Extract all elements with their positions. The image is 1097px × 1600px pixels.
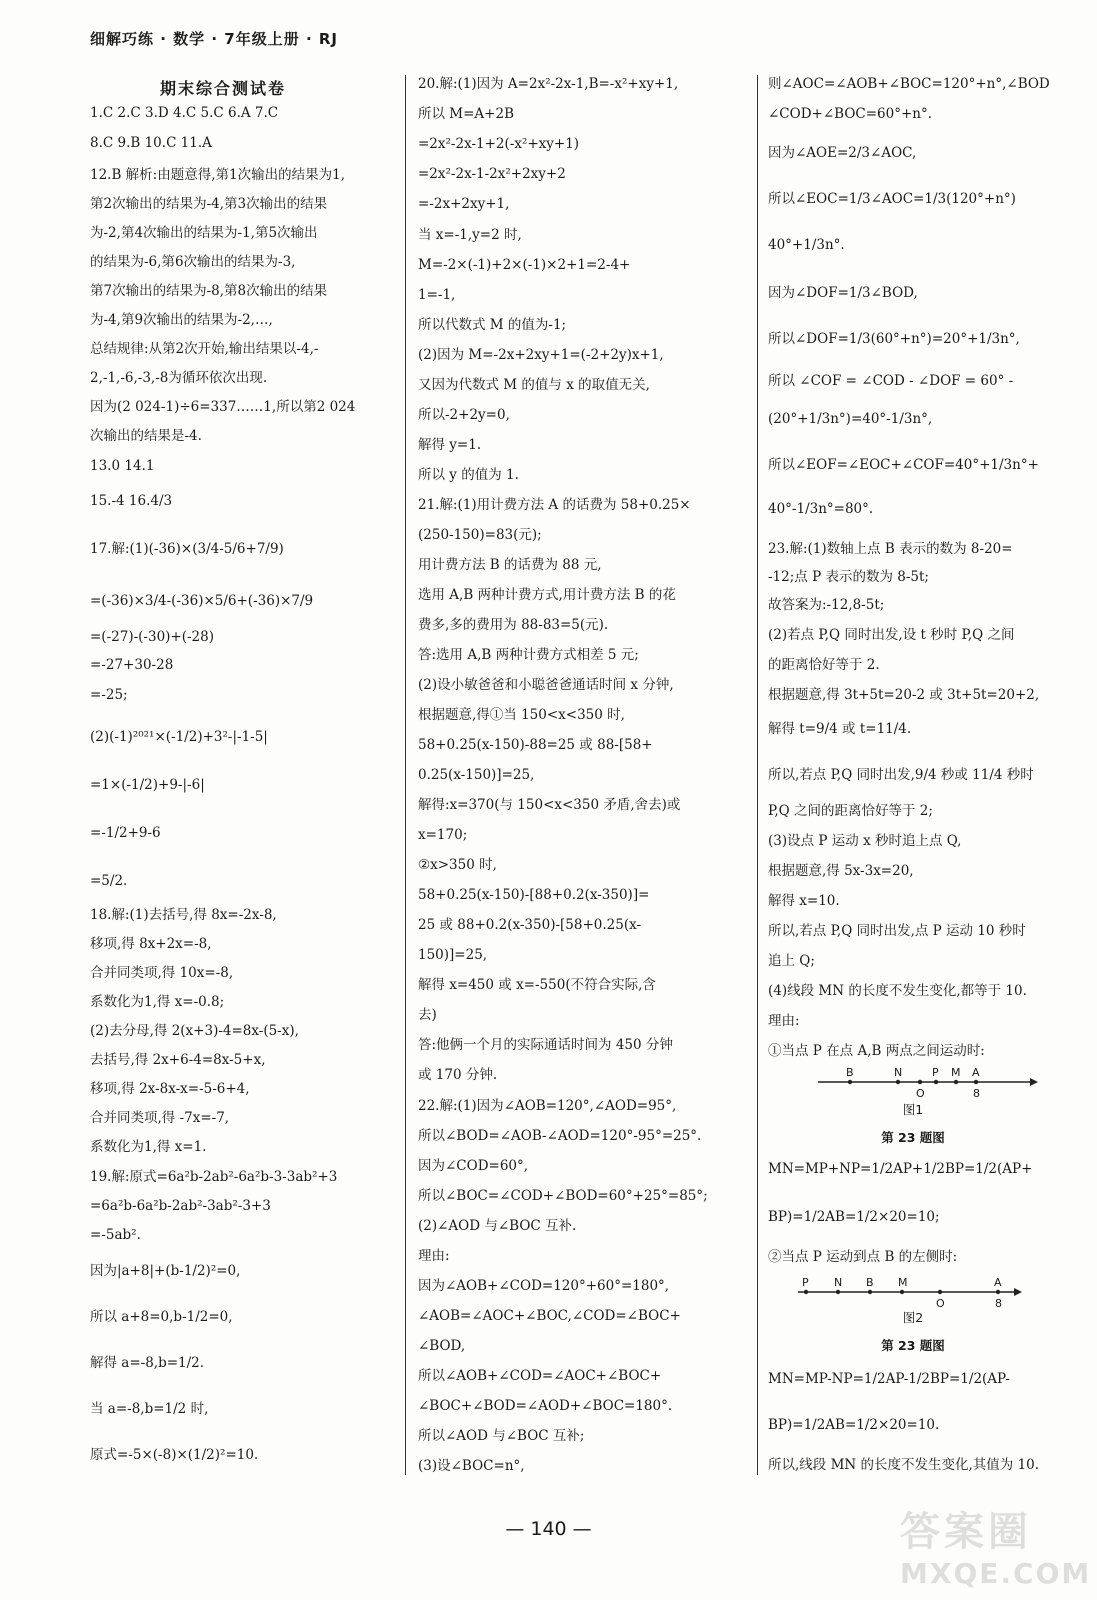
answer-line: 58+0.25(x-150)-[88+0.2(x-350)]=	[418, 887, 650, 903]
answer-line: 25 或 88+0.2(x-350)-[58+0.25(x-	[418, 917, 642, 933]
answer-line: 理由:	[418, 1248, 450, 1264]
answer-line: 为-2,第4次输出的结果为-1,第5次输出	[90, 225, 318, 241]
answer-line: 答:他俩一个月的实际通话时间为 450 分钟	[418, 1037, 673, 1053]
answer-line: (250-150)=83(元);	[418, 527, 542, 543]
answer-line: 根据题意,得 5x-3x=20,	[768, 863, 914, 879]
answer-line: 23.解:(1)数轴上点 B 表示的数为 8-20=	[768, 541, 1013, 557]
figure-caption: 第 23 题图	[881, 1130, 945, 1145]
point-label: B	[846, 1066, 854, 1079]
answer-line: (4)线段 MN 的长度不发生变化,都等于 10.	[768, 983, 1027, 999]
answer-line: 故答案为:-12,8-5t;	[768, 597, 885, 613]
answer-line: P,Q 之间的距离恰好等于 2;	[768, 803, 933, 819]
answer-line: 所以∠AOB+∠COD=∠AOC+∠BOC+	[418, 1368, 662, 1384]
column-divider	[405, 75, 406, 1475]
point-label: O	[916, 1087, 925, 1100]
number-line-figure-2	[768, 1276, 1058, 1310]
answer-line: MN=MP+NP=1/2AP+1/2BP=1/2(AP+	[768, 1161, 1033, 1177]
answer-line: ②x>350 时,	[418, 857, 497, 873]
answer-line: 1.C 2.C 3.D 4.C 5.C 6.A 7.C	[90, 105, 279, 121]
point-label: N	[834, 1276, 843, 1289]
answer-line: 解得 t=9/4 或 t=11/4.	[768, 721, 912, 737]
answer-line: 因为∠COD=60°,	[418, 1158, 529, 1174]
answer-line: 解得 x=10.	[768, 893, 840, 909]
answer-line: (2)∠AOD 与∠BOC 互补.	[418, 1218, 577, 1234]
answer-line: 为-4,第9次输出的结果为-2,…,	[90, 312, 273, 328]
point-N	[896, 1080, 900, 1084]
answer-line: 因为∠DOF=1/3∠BOD,	[768, 285, 918, 301]
point-label: B	[866, 1276, 874, 1289]
page-number: — 140 —	[505, 1518, 592, 1540]
answer-line: 解得 y=1.	[418, 437, 482, 453]
answer-line: 追上 Q;	[768, 953, 815, 969]
point-label: O	[936, 1297, 945, 1310]
answer-line: 18.解:(1)去括号,得 8x=-2x-8,	[90, 907, 277, 923]
answer-line: 150)]=25,	[418, 947, 488, 963]
answer-line: 所以∠BOD=∠AOB-∠AOD=120°-95°=25°.	[418, 1128, 702, 1144]
answer-line: ①当点 P 在点 A,B 两点之间运动时:	[768, 1043, 985, 1059]
answer-line: (20°+1/3n°)=40°-1/3n°,	[768, 411, 933, 427]
point-M	[900, 1290, 904, 1294]
answer-line: ∠BOD,	[418, 1338, 466, 1354]
tick-label: 8	[995, 1297, 1002, 1310]
answer-line: M=-2×(-1)+2×(-1)×2+1=2-4+	[418, 257, 631, 273]
tick-label: 8	[973, 1087, 980, 1100]
answer-line: =(-27)-(-30)+(-28)	[90, 629, 215, 645]
point-label: M	[898, 1276, 908, 1289]
answer-line: 所以∠BOC=∠COD+∠BOD=60°+25°=85°;	[418, 1188, 708, 1204]
answer-line: 所以代数式 M 的值为-1;	[418, 317, 567, 333]
answer-line: 所以-2+2y=0,	[418, 407, 510, 423]
answer-line: =2x²-2x-1+2(-x²+xy+1)	[418, 136, 580, 152]
column-divider	[757, 75, 758, 1475]
watermark-text: 答案圈	[900, 1509, 1032, 1555]
point-label: M	[951, 1066, 961, 1079]
answer-line: =1×(-1/2)+9-|-6|	[90, 777, 205, 793]
running-header: 细解巧练 · 数学 · 7年级上册 · RJ	[90, 30, 338, 48]
answer-line: 40°+1/3n°.	[768, 237, 845, 253]
answer-line: 则∠AOC=∠AOB+∠BOC=120°+n°,∠BOD	[768, 76, 1050, 92]
answer-line: 解得 x=450 或 x=-550(不符合实际,含	[418, 977, 656, 993]
answer-line: 当 a=-8,b=1/2 时,	[90, 1401, 209, 1417]
answer-line: 22.解:(1)因为∠AOB=120°,∠AOD=95°,	[418, 1098, 677, 1114]
answer-line: 第7次输出的结果为-8,第8次输出的结果	[90, 283, 328, 299]
figure-name: 图2	[902, 1310, 924, 1325]
arrow-icon	[1014, 1288, 1022, 1296]
test-title: 期末综合测试卷	[160, 79, 287, 98]
point-P	[934, 1080, 938, 1084]
answer-line: 合并同类项,得 -7x=-7,	[90, 1110, 230, 1126]
point-A	[974, 1080, 978, 1084]
point-P	[804, 1290, 808, 1294]
answer-line: 费多,多的费用为 88-83=5(元).	[418, 617, 609, 633]
figure-caption: 第 23 题图	[881, 1338, 945, 1353]
answer-line: 所以∠EOF=∠EOC+∠COF=40°+1/3n°+	[768, 457, 1039, 473]
answer-line: 13.0 14.1	[90, 458, 155, 474]
point-A	[996, 1290, 1000, 1294]
answer-line: 所以 ∠COF = ∠COD - ∠DOF = 60° -	[768, 373, 1014, 389]
answer-line: 所以 a+8=0,b-1/2=0,	[90, 1309, 233, 1325]
answer-line: 19.解:原式=6a²b-2ab²-6a²b-3-3ab²+3	[90, 1169, 338, 1185]
answer-line: 因为∠AOE=2/3∠AOC,	[768, 145, 917, 161]
answer-line: 58+0.25(x-150)-88=25 或 88-[58+	[418, 737, 653, 753]
answer-line: 因为(2 024-1)÷6=337……1,所以第2 024	[90, 399, 356, 415]
answer-line: (3)设点 P 运动 x 秒时追上点 Q,	[768, 833, 962, 849]
figure-name: 图1	[902, 1102, 924, 1117]
answer-line: -12;点 P 表示的数为 8-5t;	[768, 569, 929, 585]
answer-line: 的距离恰好等于 2.	[768, 657, 880, 673]
answer-line: 所以,线段 MN 的长度不发生变化,其值为 10.	[768, 1457, 1040, 1473]
number-line-figure-1	[768, 1066, 1058, 1100]
answer-line: 20.解:(1)因为 A=2x²-2x-1,B=-x²+xy+1,	[418, 76, 679, 92]
point-O	[938, 1290, 942, 1294]
answer-line: x=170;	[418, 827, 468, 843]
answer-line: 理由:	[768, 1013, 800, 1029]
answer-line: 移项,得 8x+2x=-8,	[90, 936, 212, 952]
answer-line: (3)设∠BOC=n°,	[418, 1458, 525, 1474]
answer-line: BP)=1/2AB=1/2×20=10;	[768, 1209, 940, 1225]
answer-line: 所以∠DOF=1/3(60°+n°)=20°+1/3n°,	[768, 331, 1020, 347]
answer-line: 去括号,得 2x+6-4=8x-5+x,	[90, 1052, 266, 1068]
watermark-logo	[900, 1500, 1092, 1590]
answer-line: =-1/2+9-6	[90, 825, 161, 841]
point-B	[868, 1290, 872, 1294]
answer-line: 选用 A,B 两种计费方式,用计费方法 B 的花	[418, 587, 676, 603]
answer-line: 去)	[418, 1007, 437, 1023]
answer-line: =-25;	[90, 687, 128, 703]
point-N	[836, 1290, 840, 1294]
answer-line: 根据题意,得 3t+5t=20-2 或 3t+5t=20+2,	[768, 687, 1040, 703]
answer-line: 当 x=-1,y=2 时,	[418, 227, 522, 243]
answer-line: ∠COD+∠BOC=60°+n°.	[768, 106, 933, 122]
answer-line: (2)去分母,得 2(x+3)-4=8x-(5-x),	[90, 1023, 299, 1039]
answer-line: 根据题意,得①当 150<x<350 时,	[418, 707, 625, 723]
answer-line: 解得 a=-8,b=1/2.	[90, 1355, 205, 1371]
answer-line: 解得:x=370(与 150<x<350 矛盾,舍去)或	[418, 797, 681, 813]
answer-line: 因为|a+8|+(b-1/2)²=0,	[90, 1263, 241, 1279]
answer-line: 系数化为1,得 x=-0.8;	[90, 994, 225, 1010]
answer-line: 原式=-5×(-8)×(1/2)²=10.	[90, 1447, 259, 1463]
answer-line: 21.解:(1)用计费方法 A 的话费为 58+0.25×	[418, 497, 691, 513]
answer-line: (2)(-1)²⁰²¹×(-1/2)+3²-|-1-5|	[90, 729, 268, 745]
point-label: A	[972, 1066, 980, 1079]
answer-line: 第2次输出的结果为-4,第3次输出的结果	[90, 196, 328, 212]
answer-line: 所以,若点 P,Q 同时出发,9/4 秒或 11/4 秒时	[768, 767, 1034, 783]
point-B	[848, 1080, 852, 1084]
watermark-url: MXQE.COM	[900, 1557, 1092, 1590]
arrow-icon	[1030, 1078, 1038, 1086]
answer-line: 所以∠EOC=1/3∠AOC=1/3(120°+n°)	[768, 191, 1016, 207]
point-label: A	[994, 1276, 1002, 1289]
answer-line: 因为∠AOB+∠COD=120°+60°=180°,	[418, 1278, 670, 1294]
answer-line: (2)因为 M=-2x+2xy+1=(-2+2y)x+1,	[418, 347, 664, 363]
answer-line: =(-36)×3/4-(-36)×5/6+(-36)×7/9	[90, 593, 314, 609]
answer-line: ②当点 P 运动到点 B 的左侧时:	[768, 1249, 958, 1265]
answer-line: 40°-1/3n°=80°.	[768, 501, 874, 517]
answer-line: ∠AOB=∠AOC+∠BOC,∠COD=∠BOC+	[418, 1308, 681, 1324]
answer-line: 15.-4 16.4/3	[90, 493, 173, 509]
answer-line: 的结果为-6,第6次输出的结果为-3,	[90, 254, 296, 270]
point-label: N	[894, 1066, 903, 1079]
answer-line: =5/2.	[90, 873, 128, 889]
answer-line: =-5ab².	[90, 1227, 141, 1243]
answer-line: (2)若点 P,Q 同时出发,设 t 秒时 P,Q 之间	[768, 627, 1015, 643]
point-label: P	[802, 1276, 809, 1289]
answer-line: ∠BOC+∠BOD=∠AOD+∠BOC=180°.	[418, 1398, 673, 1414]
answer-line: 合并同类项,得 10x=-8,	[90, 965, 234, 981]
answer-line: 移项,得 2x-8x-x=-5-6+4,	[90, 1081, 250, 1097]
answer-line: =2x²-2x-1-2x²+2xy+2	[418, 166, 566, 182]
answer-line: 1=-1,	[418, 287, 456, 303]
answer-line: =-2x+2xy+1,	[418, 196, 510, 212]
answer-line: 17.解:(1)(-36)×(3/4-5/6+7/9)	[90, 541, 284, 557]
point-label: P	[932, 1066, 939, 1079]
answer-line: (2)设小敏爸爸和小聪爸爸通话时间 x 分钟,	[418, 677, 674, 693]
answer-line: 2,-1,-6,-3,-8为循环依次出现.	[90, 370, 268, 386]
answer-line: 所以∠AOD 与∠BOC 互补;	[418, 1428, 585, 1444]
answer-line: 0.25(x-150)]=25,	[418, 767, 535, 783]
answer-line: 所以,若点 P,Q 同时出发,点 P 运动 10 秒时	[768, 923, 1026, 939]
answer-line: 总结规律:从第2次开始,输出结果以-4,-	[90, 341, 319, 357]
answer-line: MN=MP-NP=1/2AP-1/2BP=1/2(AP-	[768, 1371, 1010, 1387]
answer-line: =6a²b-6a²b-2ab²-3ab²-3+3	[90, 1198, 271, 1214]
point-O	[918, 1080, 922, 1084]
answer-line: 用计费方法 B 的话费为 88 元,	[418, 557, 602, 573]
answer-line: 系数化为1,得 x=1.	[90, 1139, 207, 1155]
answer-line: 所以 y 的值为 1.	[418, 467, 519, 483]
point-M	[954, 1080, 958, 1084]
answer-line: BP)=1/2AB=1/2×20=10.	[768, 1417, 940, 1433]
answer-line: 12.B 解析:由题意得,第1次输出的结果为1,	[90, 167, 345, 183]
answer-line: 8.C 9.B 10.C 11.A	[90, 135, 212, 151]
answer-line: 或 170 分钟.	[418, 1067, 498, 1083]
answer-line: 答:选用 A,B 两种计费方式相差 5 元;	[418, 647, 639, 663]
answer-line: 又因为代数式 M 的值与 x 的取值无关,	[418, 377, 650, 393]
answer-line: 所以 M=A+2B	[418, 106, 514, 122]
answer-line: 次输出的结果是-4.	[90, 428, 202, 444]
answer-line: =-27+30-28	[90, 657, 174, 673]
